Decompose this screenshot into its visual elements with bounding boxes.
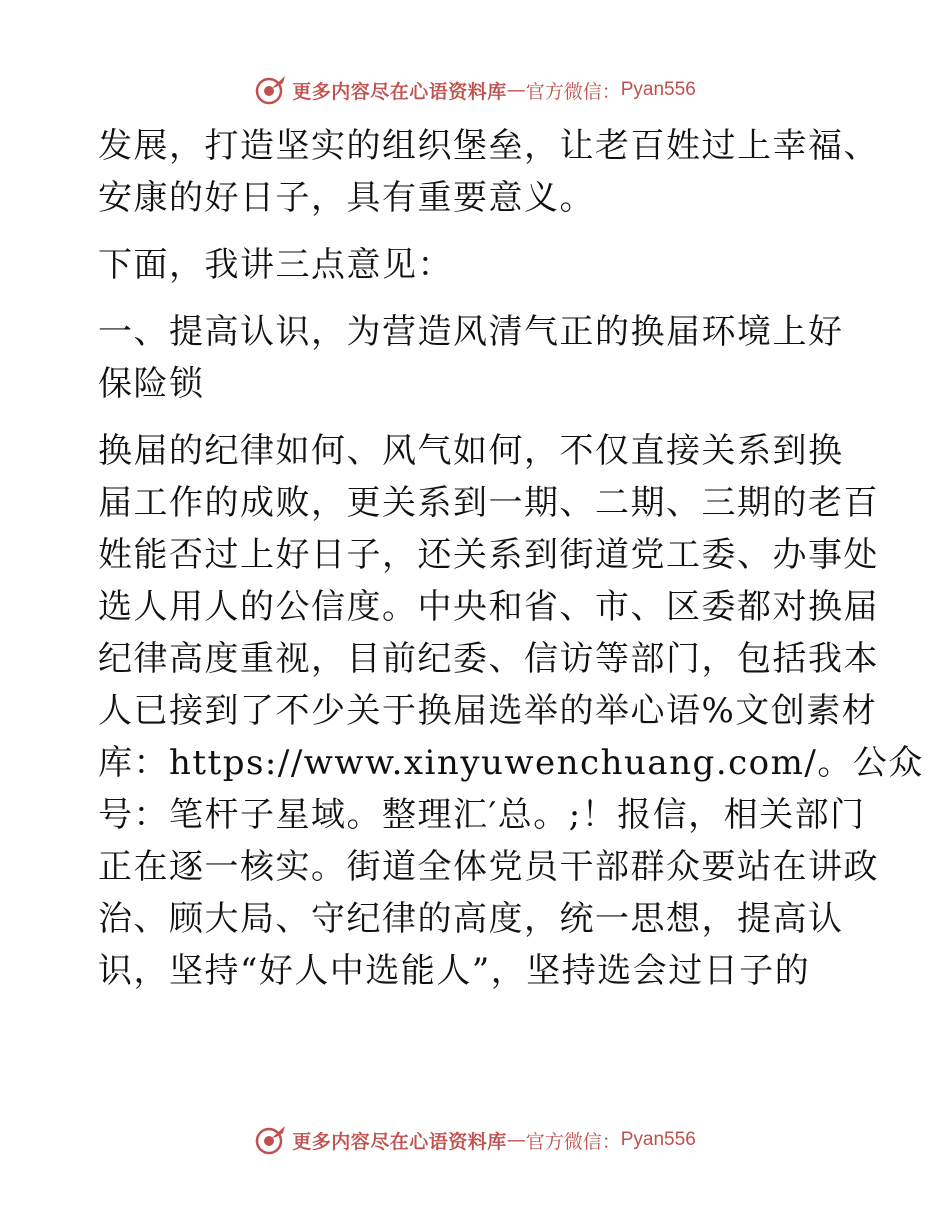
- paragraph: [98, 239, 858, 291]
- banner-wechat-label: 官方微信：: [525, 1130, 621, 1153]
- text-line: 安康的好日子，具有重要意义。: [98, 178, 595, 218]
- footer-watermark-banner: [0, 1120, 950, 1160]
- text-line: 下面，我讲三点意见：: [98, 245, 453, 285]
- text-line: 纪律高度重视，目前纪委、信访等部门，包括我本: [98, 639, 879, 679]
- section-heading: [98, 306, 858, 410]
- text-line: 选人用人的公信度。中央和省、市、区委都对换届: [98, 587, 879, 627]
- text-line: 姓能否过上好日子，还关系到街道党工委、办事处: [98, 535, 879, 575]
- header-watermark-banner: [0, 70, 950, 110]
- text-line: 保险锁: [98, 364, 205, 404]
- text-line: 号：笔杆子星域。整理汇′总。;！报信，相关部门: [98, 795, 866, 835]
- text-line: 人已接到了不少关于换届选举的举心语%文创素材: [98, 691, 878, 731]
- document-body: [98, 120, 924, 997]
- paragraph: [98, 120, 879, 224]
- quill-pen-icon: [254, 1123, 288, 1157]
- banner-text: 更多内容尽在心语资料库: [292, 80, 507, 103]
- banner-text: 更多内容尽在心语资料库: [292, 1130, 507, 1153]
- text-line: 换届的纪律如何、风气如何，不仅直接关系到换: [98, 431, 844, 471]
- paragraph: [98, 425, 924, 997]
- text-line: 正在逐一核实。街道全体党员干部群众要站在讲政: [98, 847, 879, 887]
- text-line: 识，坚持“好人中选能人”，坚持选会过日子的: [98, 951, 811, 991]
- quill-pen-icon: [254, 73, 288, 107]
- banner-wechat-id: Pyan556: [620, 79, 696, 100]
- banner-wechat-label: 官方微信：: [525, 80, 621, 103]
- banner-wechat-id: Pyan556: [620, 1129, 696, 1150]
- text-line: 发展，打造坚实的组织堡垒，让老百姓过上幸福、: [98, 126, 879, 166]
- banner-separator: —: [506, 1129, 526, 1151]
- text-line: 治、顾大局、守纪律的高度，统一思想，提高认: [98, 899, 844, 939]
- text-line: 库：https://www.xinyuwenchuang.com/。公众: [98, 743, 924, 783]
- text-line: 届工作的成败，更关系到一期、二期、三期的老百: [98, 483, 879, 523]
- text-line: 一、提高认识，为营造风清气正的换届环境上好: [98, 312, 844, 352]
- banner-separator: —: [506, 79, 526, 101]
